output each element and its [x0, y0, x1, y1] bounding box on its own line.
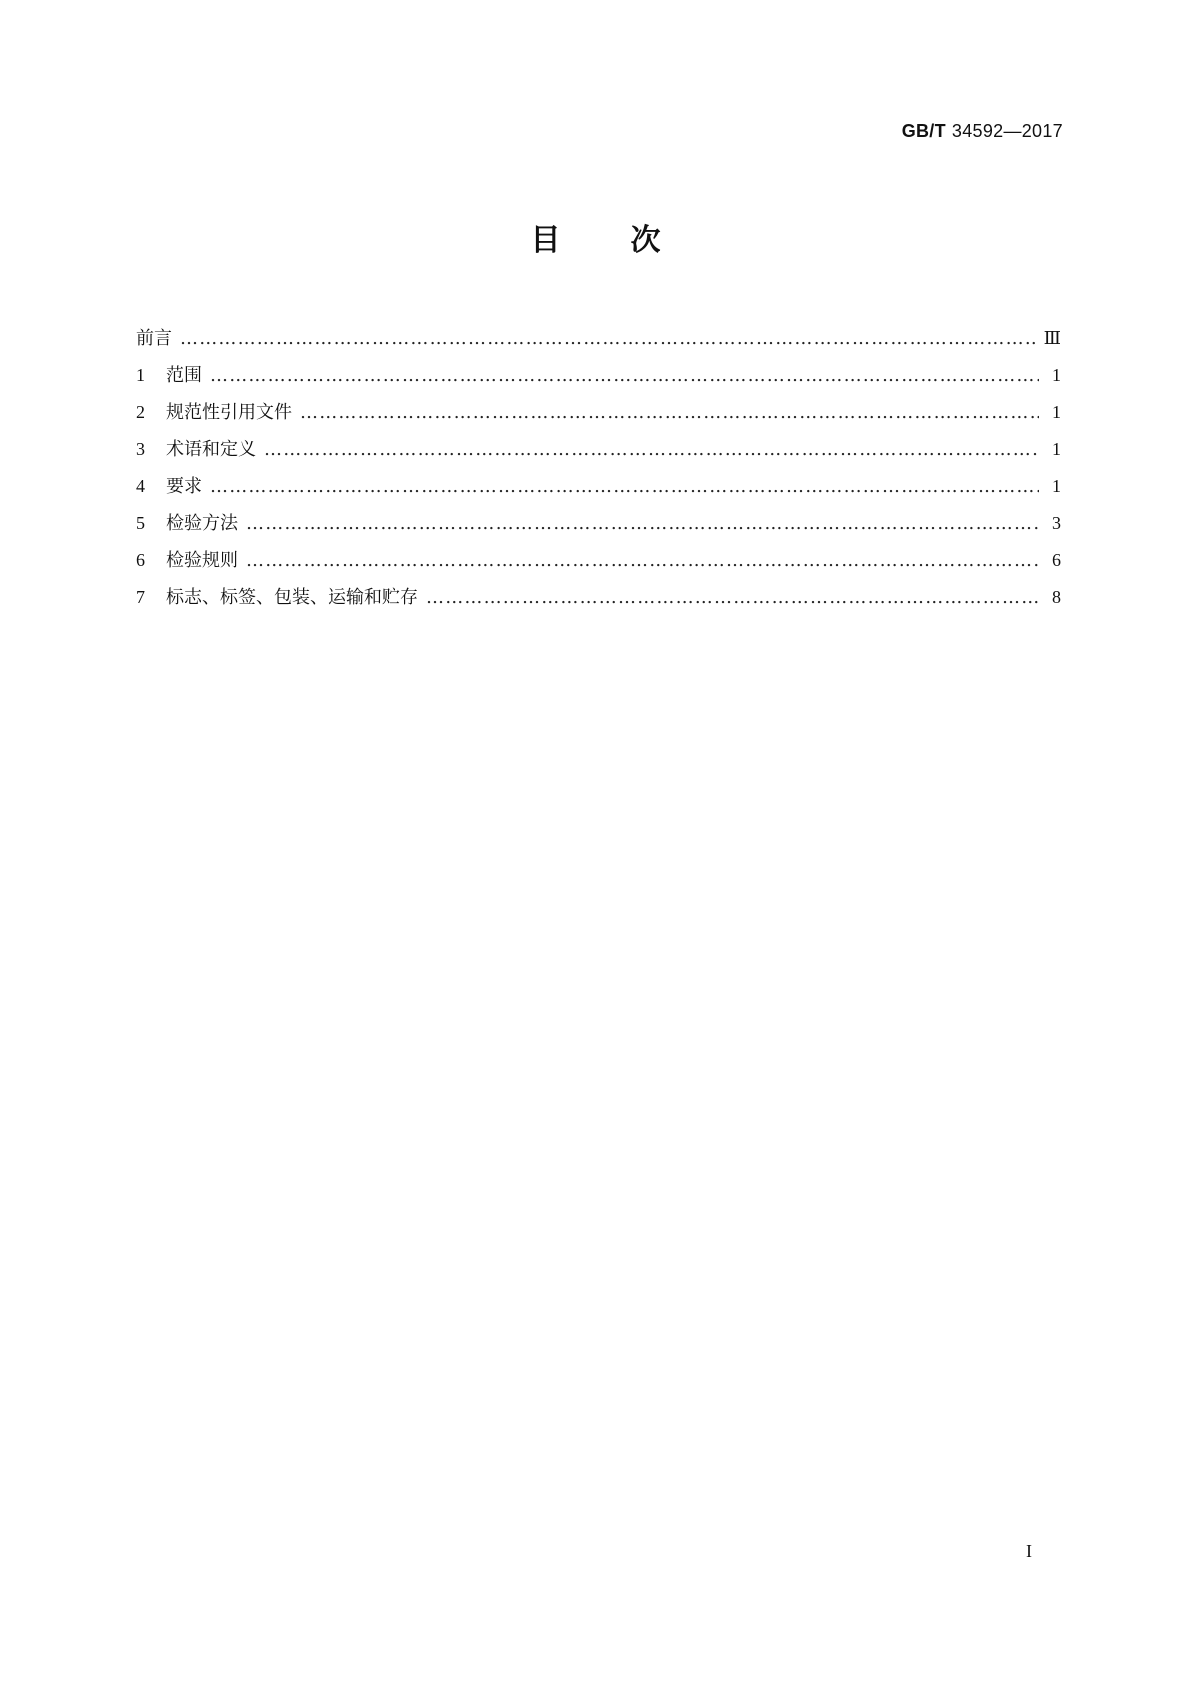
toc-entry-title: 检验方法	[166, 513, 238, 534]
toc-leader-dots	[180, 327, 1036, 351]
toc-entry-number: 4	[136, 476, 145, 496]
toc-leader-dots	[246, 549, 1039, 573]
toc-entry-title: 检验规则	[166, 550, 238, 571]
toc-leader-dots	[210, 475, 1039, 499]
standard-number	[902, 121, 1063, 142]
toc-entry-requirements[interactable]	[136, 474, 1061, 511]
toc-entry-number: 7	[136, 587, 145, 607]
toc-leader-dots	[300, 401, 1039, 425]
toc-entry-page: 1	[1052, 402, 1061, 422]
page-title: 目次	[530, 223, 731, 258]
toc-entry-terms-definitions[interactable]	[136, 437, 1061, 474]
toc-entry-number: 5	[136, 513, 145, 533]
toc-entry-foreword[interactable]	[136, 326, 1061, 363]
toc-entry-page: 1	[1052, 476, 1061, 496]
table-of-contents	[136, 326, 1061, 622]
toc-entry-marking-packaging[interactable]	[136, 585, 1061, 622]
page-number: I	[1026, 1541, 1032, 1561]
toc-entry-title: 标志、标签、包装、运输和贮存	[166, 587, 418, 608]
toc-entry-inspection-rules[interactable]	[136, 548, 1061, 585]
toc-entry-title: 术语和定义	[166, 439, 256, 460]
toc-entry-scope[interactable]	[136, 363, 1061, 400]
toc-entry-page: 8	[1052, 587, 1061, 607]
toc-leader-dots	[246, 512, 1039, 536]
toc-entry-page: 3	[1052, 513, 1061, 533]
toc-entry-page: 1	[1052, 439, 1061, 459]
toc-entry-test-methods[interactable]	[136, 511, 1061, 548]
toc-entry-page: 1	[1052, 365, 1061, 385]
toc-entry-page: Ⅲ	[1043, 328, 1061, 348]
toc-entry-number: 1	[136, 365, 145, 385]
toc-leader-dots	[426, 586, 1039, 610]
toc-leader-dots	[264, 438, 1039, 462]
toc-leader-dots	[210, 364, 1039, 388]
toc-entry-title: 范围	[166, 365, 202, 386]
toc-entry-title: 规范性引用文件	[166, 402, 292, 423]
toc-entry-page: 6	[1052, 550, 1061, 570]
toc-entry-normative-references[interactable]	[136, 400, 1061, 437]
toc-entry-number: 6	[136, 550, 145, 570]
toc-entry-number: 2	[136, 402, 145, 422]
toc-entry-title: 要求	[166, 476, 202, 497]
standard-prefix: GB/T	[901, 121, 946, 141]
toc-entry-title: 前言	[136, 328, 172, 349]
standard-code: 34592—2017	[951, 121, 1063, 141]
toc-entry-number: 3	[136, 439, 145, 459]
